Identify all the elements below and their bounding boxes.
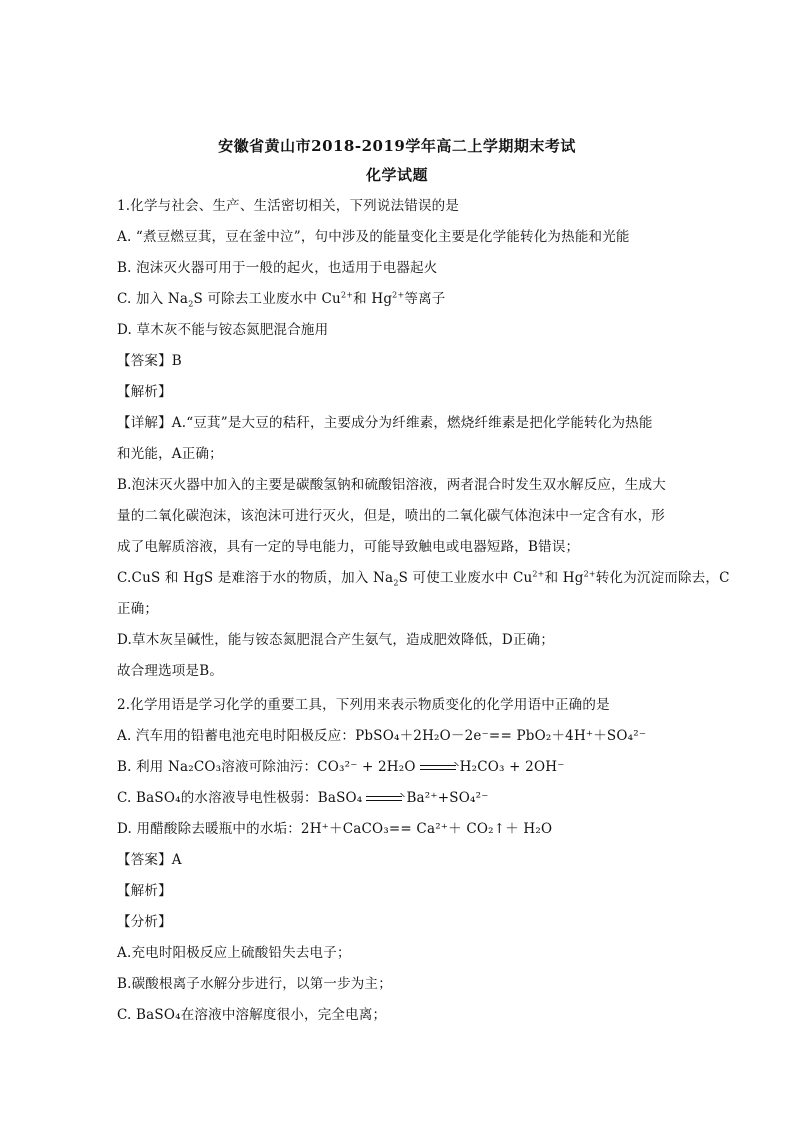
equilibrium-arrow-icon — [420, 764, 456, 772]
subscript: 2 — [393, 578, 399, 588]
q1-explanation-part1: C.CuS 和 HgS 是难溶于水的物质，加入 Na — [117, 570, 394, 586]
q2-option-c-part2: Ba²⁺+SO₄²⁻ — [406, 790, 489, 806]
q1-explanation-line: 正确； — [117, 601, 159, 617]
q1-option-c-part3: 和 Hg — [353, 291, 393, 307]
q1-explanation-line: 和光能，A正确； — [117, 446, 223, 462]
document-title: 安徽省黄山市2018-2019学年高二上学期期末考试 — [218, 137, 576, 155]
q2-analysis-line: B.碳酸根离子水解分步进行，以第一步为主； — [117, 976, 392, 992]
q1-conclusion: 故合理选项是B。 — [117, 663, 224, 679]
q1-explanation-line: 量的二氧化碳泡沫，该泡沫可进行灭火，但是，喷出的二氧化碳气体泡沫中一定含有水，形 — [117, 508, 665, 524]
q1-explanation-line: D.草木灰呈碱性，能与铵态氮肥混合产生氨气，造成肥效降低，D正确； — [117, 632, 555, 648]
superscript: 2+ — [392, 290, 405, 300]
q2-option-b-part2: H₂CO₃ + 2OH⁻ — [459, 759, 565, 775]
q1-explanation-part4: 转化为沉淀而除去，C — [595, 570, 730, 586]
q1-option-c-part2: S 可除去工业废水中 Cu — [193, 291, 341, 307]
equilibrium-arrow-icon — [366, 795, 402, 803]
q1-option-d: D. 草木灰不能与铵态氮肥混合施用 — [117, 322, 329, 338]
q2-stem: 2.化学用语是学习化学的重要工具，下列用来表示物质变化的化学用语中正确的是 — [117, 697, 610, 713]
q2-analysis-heading: 【解析】 — [117, 883, 172, 899]
q2-option-b — [117, 758, 687, 776]
q2-option-a: A. 汽车用的铅蓄电池充电时阳极反应：PbSO₄＋2H₂O－2e⁻== PbO₂＋4H⁺＋SO₄²⁻ — [117, 728, 647, 744]
q1-stem: 1.化学与社会、生产、生活密切相关，下列说法错误的是 — [117, 198, 460, 214]
q1-option-b: B. 泡沫灭火器可用于一般的起火，也适用于电器起火 — [117, 260, 438, 276]
q2-option-c — [117, 789, 687, 807]
q1-option-c — [117, 290, 687, 308]
q2-analysis-line: C. BaSO₄在溶液中溶解度很小，完全电离； — [117, 1007, 387, 1023]
q2-answer: 【答案】A — [117, 852, 182, 868]
q1-explanation-line — [117, 569, 730, 588]
q1-option-a: A. “煮豆燃豆萁，豆在釜中泣”，句中涉及的能量变化主要是化学能转化为热能和光能 — [117, 229, 630, 245]
q2-option-b-part1: B. 利用 Na₂CO₃溶液可除油污：CO₃²⁻ + 2H₂O — [117, 759, 416, 775]
q1-option-c-part1: C. 加入 Na — [117, 291, 189, 307]
superscript: 2+ — [583, 569, 596, 579]
q2-fenxi-heading: 【分析】 — [117, 914, 172, 930]
document-subtitle: 化学试题 — [365, 166, 428, 184]
q1-explanation-line: 成了电解质溶液，具有一定的导电能力，可能导致触电或电器短路，B错误； — [117, 539, 580, 555]
q1-explanation-part3: 和 Hg — [544, 570, 584, 586]
subscript: 2 — [188, 299, 194, 309]
superscript: 2+ — [340, 290, 354, 300]
superscript: 2+ — [532, 569, 545, 579]
q1-explanation-line: 【详解】A.“豆萁”是大豆的秸秆，主要成分为纤维素，燃烧纤维素是把化学能转化为热能 — [117, 415, 653, 431]
q2-option-d: D. 用醋酸除去暖瓶中的水垢：2H⁺＋CaCO₃== Ca²⁺＋ CO₂↑＋ H₂O — [117, 821, 553, 837]
q1-analysis-heading: 【解析】 — [117, 384, 172, 400]
q2-option-c-part1: C. BaSO₄的水溶液导电性极弱：BaSO₄ — [117, 790, 363, 806]
q1-explanation-line: B.泡沫灭火器中加入的主要是碳酸氢钠和硫酸铝溶液，两者混合时发生双水解反应，生成大 — [117, 477, 666, 493]
q2-analysis-line: A.充电时阳极反应上硫酸铅失去电子； — [117, 945, 351, 961]
q1-answer: 【答案】B — [117, 353, 182, 369]
q1-explanation-part2: S 可使工业废水中 Cu — [398, 570, 533, 586]
q1-option-c-part4: 等离子 — [404, 291, 446, 307]
